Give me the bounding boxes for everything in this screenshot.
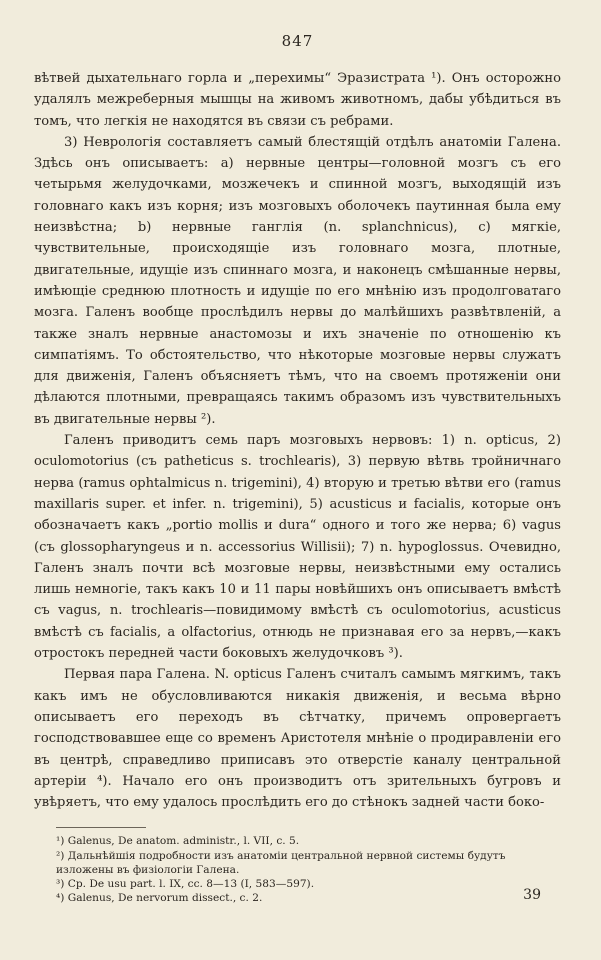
body-text [34, 68, 561, 813]
paragraph-1: вѣтвей дыхательнаго горла и „перехимы“ Эразистрата ¹). Онъ осторожно удалялъ межреберныя мышцы на живомъ животномъ, дабы убѣдиться въ томъ, что легкія не находятся въ связи съ ребрами. [34, 71, 561, 129]
signature-mark: 39 [523, 887, 541, 903]
footnote-3: ³) Cp. De usu part. l. IX, cc. 8—13 (I, 583—597). [56, 878, 315, 890]
paragraph-cranial-nerves: Галенъ приводитъ семь паръ мозговыхъ нервовъ: 1) n. opticus, 2) oculomotorius (съ patheticus s. trochlearis), 3) первую вѣтвь тройничнаго нерва (ramus ophtalmicus n. trigemini), 4) вторую и третью вѣтви его (ramus maxillaris super. et infer. n. trigemini), 5) acusticus и facialis, которые онъ обозначаетъ какъ „portio mollis и dura“ одного и того же нерва; 6) vagus (съ glossopharyngeus и n. accessorius Willisii); 7) n. hypoglossus. Очевидно, Галенъ зналъ почти всѣ мозговые нервы, неизвѣстными ему остались лишь немногіе, такъ какъ 10 и 11 пары новѣйшихъ онъ описываетъ вмѣстѣ съ vagus, n. trochlearis—повидимому вмѣстѣ съ oculomotorius, acusticus вмѣстѣ съ facialis, а olfactorius, отнюдь не признавая его за нервъ,—какъ отростокъ передней части боковыхъ желудочковъ ³). [34, 433, 561, 662]
footnote-divider [56, 827, 146, 828]
paragraph-first-pair: Первая пара Галена. N. opticus Галенъ считалъ самымъ мягкимъ, такъ какъ имъ не обусловливаются никакія движенія, и весьма вѣрно описываетъ его переходъ въ сѣтчатку, причемъ опровергаетъ господствовавшее еще со временъ Аристотеля мнѣніе о продиравленіи его въ центрѣ, справедливо приписавъ это отверстіе каналу центральной артеріи ⁴). Начало его онъ производитъ отъ зрительныхъ бугровъ и увѣряетъ, что ему удалось прослѣдить его до стѣнокъ задней части боко- [34, 667, 561, 811]
page-number: 847 [281, 32, 314, 50]
footnote-2: ²) Дальнѣйшія подробности изъ анатоміи центральной нервной системы будутъ изложены въ физіологіи Галена. [56, 849, 506, 876]
footnote-4: ⁴) Galenus, De nervorum dissect., c. 2. [56, 892, 263, 905]
footnotes [34, 834, 561, 905]
footnote-1: ¹) Galenus, De anatom. administr., l. VII, c. 5. [56, 835, 300, 848]
paragraph-neurology: 3) Неврологія составляетъ самый блестящій отдѣлъ анатоміи Галена. Здѣсь онъ описываетъ: а) нервные центры—головной мозгъ съ его четырьмя желудочками, мозжечекъ и спинной мозгъ, выходящій изъ головнаго какъ изъ корня; изъ мозговыхъ оболочекъ паутинная была ему неизвѣстна; b) нервные ганглія (n. splanchnicus), с) мягкіе, чувствительные, происходящіе изъ головнаго мозга, плотные, двигательные, идущіе изъ спиннаго мозга, и наконецъ смѣшанные нервы, имѣющіе среднюю плотность и идущіе по его мнѣнію изъ продолговатаго мозга. Галенъ вообще прослѣдилъ нервы до малѣйшихъ развѣтвленій, а также зналъ нервные анастомозы и ихъ значеніе по отношенію къ симпатіямъ. То обстоятельство, что нѣкоторые мозговые нервы служатъ для движенія, Галенъ объясняетъ тѣмъ, что на своемъ протяженіи они дѣлаются плотными, превращаясь такимъ образомъ изъ чувствительныхъ въ двигательные нервы ²). [34, 134, 561, 427]
